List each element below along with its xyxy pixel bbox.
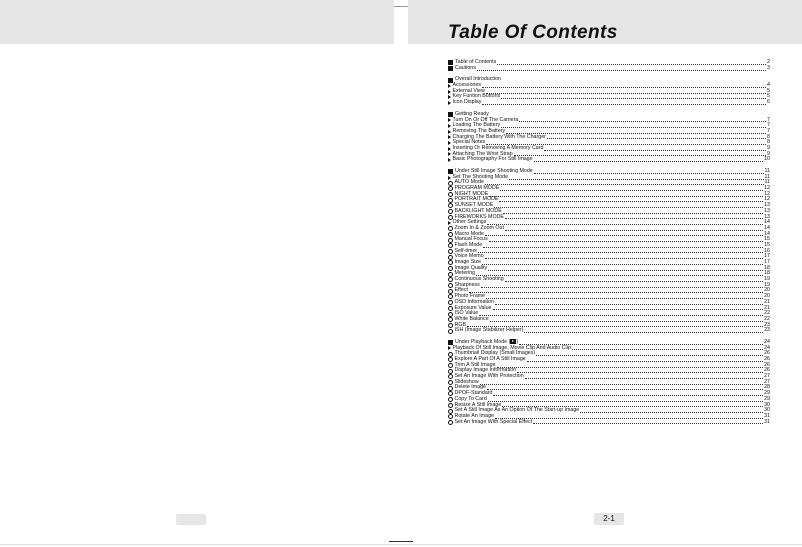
dot-leader: [497, 367, 764, 368]
toc-entry-text: FIREWORKS MODE: [454, 213, 504, 220]
toc-entry-page: 2: [767, 59, 770, 65]
toc-entry-page: 18: [764, 264, 770, 271]
dot-leader: [502, 406, 763, 407]
circle-bullet-icon: [448, 272, 453, 277]
toc-entry-page: 19: [764, 276, 770, 283]
dot-leader: [544, 150, 766, 151]
toc-entry-label: [453, 157, 533, 163]
circle-bullet-icon: [448, 209, 453, 214]
triangle-bullet-icon: [448, 346, 451, 350]
toc-entry-page: 11: [764, 173, 770, 180]
page-title: Table Of Contents: [448, 22, 618, 43]
toc-entry: [448, 83, 770, 89]
circle-bullet-icon: [448, 203, 453, 208]
toc-entry-page: 27: [764, 378, 770, 385]
toc-entry-text: RGB: [454, 321, 466, 328]
triangle-bullet-icon: [448, 135, 451, 139]
toc-entry: [448, 140, 770, 146]
dot-leader: [482, 104, 766, 105]
toc-entry: [448, 294, 770, 300]
triangle-bullet-icon: [448, 90, 451, 94]
toc-entry-text: Manual Focus: [454, 236, 488, 243]
toc-entry-text: AUTO Mode: [454, 179, 484, 186]
toc-entry-page: 22: [764, 310, 770, 317]
dot-leader: [514, 155, 766, 156]
dot-leader: [503, 213, 763, 214]
toc-entry-page: 23: [764, 321, 770, 328]
circle-bullet-icon: [448, 317, 453, 322]
toc-entry-page: 7: [767, 127, 770, 134]
toc-entry-text: Rotate An Image: [454, 412, 494, 419]
toc-entry: [448, 420, 770, 426]
dot-leader: [519, 121, 766, 122]
circle-bullet-icon: [448, 243, 453, 248]
dot-leader: [494, 207, 763, 208]
toc-entry-text: Zoom In & Zoom Out: [454, 224, 504, 231]
circle-bullet-icon: [448, 232, 453, 237]
toc-entry: [448, 380, 770, 386]
toc-entry-text: Icon Display: [452, 99, 482, 106]
toc-entry-text: Inserting Or Removing A Memory Card: [452, 144, 544, 151]
toc-entry-page: 13: [764, 202, 770, 209]
toc-entry-page: 14: [764, 219, 770, 226]
circle-bullet-icon: [448, 352, 453, 357]
toc-entry-page: 26: [764, 356, 770, 362]
dot-leader: [482, 87, 766, 88]
dot-leader: [534, 161, 764, 162]
toc-entry-page: 11: [764, 168, 770, 174]
circle-bullet-icon: [448, 255, 453, 260]
toc-entry: [448, 323, 770, 329]
toc-entry: [448, 220, 770, 226]
toc-entry-text: Copy To Card: [454, 395, 487, 402]
triangle-bullet-icon: [448, 124, 451, 128]
dot-leader: [493, 395, 763, 396]
toc-entry: [448, 192, 770, 198]
circle-bullet-icon: [448, 420, 453, 425]
toc-entry-page: 24: [764, 344, 770, 351]
dot-leader: [486, 298, 763, 299]
toc-entry: [448, 277, 770, 283]
toc-entry: [448, 237, 770, 243]
toc-section: [448, 77, 770, 105]
toc-entry-text: Resize A Still Image: [454, 401, 502, 408]
dot-leader: [519, 344, 763, 345]
toc-entry-page: 20: [764, 287, 770, 294]
toc-entry-page: 9: [767, 144, 770, 151]
toc-entry-text: SUNSET MODE: [454, 202, 494, 209]
dot-leader: [525, 378, 763, 379]
circle-bullet-icon: [448, 260, 453, 265]
dot-leader: [501, 127, 766, 128]
toc-entry-text: Slideshow: [454, 378, 479, 385]
toc-entry: [448, 215, 770, 221]
toc-entry-page: 17: [764, 259, 770, 265]
toc-entry: [448, 180, 770, 186]
toc-entry: [448, 300, 770, 306]
toc-entry-text: Delete Image: [454, 384, 487, 391]
toc-entry-label: [453, 100, 482, 106]
circle-bullet-icon: [448, 386, 453, 391]
left-page-header-band: [0, 0, 394, 44]
dot-leader: [469, 292, 763, 293]
triangle-bullet-icon: [448, 118, 451, 122]
circle-bullet-icon: [448, 414, 453, 419]
toc-entry-label: [455, 328, 524, 334]
toc-entry-page: 19: [764, 281, 770, 288]
dot-leader: [524, 332, 763, 333]
toc-entry-text: Self-timer: [454, 247, 478, 254]
triangle-bullet-icon: [448, 158, 451, 162]
toc-entry: [448, 197, 770, 203]
toc-entry-page: 17: [764, 253, 770, 260]
toc-entry-text: Set An Image With Special Effect: [454, 418, 533, 425]
toc-entry-text: Image Quality: [454, 264, 488, 271]
circle-bullet-icon: [448, 323, 453, 328]
toc-entry: [448, 232, 770, 238]
dot-leader: [476, 275, 763, 276]
circle-bullet-icon: [448, 312, 453, 317]
toc-entry-page: 15: [764, 241, 770, 248]
toc-entry-page: 30: [764, 407, 770, 414]
circle-bullet-icon: [448, 397, 453, 402]
toc-entry-page: 5: [767, 93, 770, 100]
toc-entry-text: Under Playback Mode (: [455, 339, 511, 346]
play-mode-icon: [510, 339, 519, 346]
toc-entry: [448, 414, 770, 420]
toc-entry: [448, 135, 770, 141]
toc-entry: [448, 328, 770, 334]
toc-entry: [448, 226, 770, 232]
dot-leader: [482, 264, 763, 265]
dot-leader: [479, 315, 763, 316]
toc-entry-page: 12: [764, 196, 770, 203]
dot-leader: [517, 372, 763, 373]
toc-entry-text: PORTRAIT MODE: [454, 196, 499, 203]
circle-bullet-icon: [448, 283, 453, 288]
bottom-rule: [0, 544, 802, 545]
toc-entry: [448, 243, 770, 249]
toc-entry-page: 9: [767, 150, 770, 157]
dot-leader: [495, 418, 763, 419]
toc-entry-page: 26: [764, 350, 770, 357]
triangle-bullet-icon: [448, 221, 451, 225]
page-number: 2-1: [594, 513, 624, 525]
circle-bullet-icon: [448, 226, 453, 231]
circle-bullet-icon: [448, 289, 453, 294]
toc-entry-page: 18: [764, 270, 770, 277]
toc-entry-text: Attaching The Wrist Strap: [452, 150, 513, 157]
toc-entry: [448, 288, 770, 294]
toc-entry-page: 29: [764, 390, 770, 397]
dot-leader: [505, 218, 763, 219]
toc-entry: [448, 203, 770, 209]
toc-entry: [448, 385, 770, 391]
dot-leader: [487, 389, 763, 390]
toc-section: [448, 60, 770, 71]
dot-leader: [485, 184, 764, 185]
circle-bullet-icon: [448, 306, 453, 311]
toc-entry: [448, 175, 770, 181]
circle-bullet-icon: [448, 300, 453, 305]
toc-entry: [448, 266, 770, 272]
toc-entry-text: Set An Image With Protection: [454, 373, 524, 380]
toc-entry-page: 5: [767, 87, 770, 94]
left-page-number-box: [176, 514, 206, 525]
toc-entry: [448, 271, 770, 277]
toc-entry-text: DPOF-Standard: [454, 390, 493, 397]
spine-mark-top: [394, 6, 408, 7]
toc-entry-page: 26: [764, 367, 770, 374]
dot-leader: [489, 241, 763, 242]
toc-entry: [448, 94, 770, 100]
toc-section: [448, 340, 770, 425]
toc-entry-text: External View: [452, 87, 485, 94]
circle-bullet-icon: [448, 363, 453, 368]
toc-entry: [448, 317, 770, 323]
toc-entry-page: 12: [764, 185, 770, 192]
table-of-contents: [448, 60, 770, 431]
dot-leader: [527, 361, 763, 362]
circle-bullet-icon: [448, 294, 453, 299]
dot-leader: [500, 190, 763, 191]
toc-entry-page: 14: [764, 224, 770, 231]
dot-leader: [485, 235, 763, 236]
triangle-bullet-icon: [448, 147, 451, 151]
toc-entry-text: Continuous Shooting: [454, 276, 504, 283]
dot-leader: [509, 179, 763, 180]
toc-entry-text: Macro Mode: [454, 230, 484, 237]
dot-leader: [580, 412, 763, 413]
dot-leader: [467, 326, 763, 327]
toc-entry-page: 21: [764, 298, 770, 305]
toc-entry-page: 11: [764, 179, 770, 186]
toc-entry-text: Accessories: [452, 82, 482, 89]
toc-entry-text: Set The Shooting Mode: [452, 173, 509, 180]
circle-bullet-icon: [448, 266, 453, 271]
dot-leader: [506, 133, 766, 134]
toc-entry-text: Overall Introduction: [455, 76, 501, 83]
toc-entry: [448, 60, 770, 66]
toc-entry-page: 23: [764, 327, 770, 334]
toc-entry-text: Getting Ready: [455, 110, 489, 117]
circle-bullet-icon: [448, 391, 453, 396]
toc-entry-page: 31: [764, 412, 770, 419]
toc-entry-page: 7: [767, 116, 770, 123]
toc-entry-page: 22: [764, 315, 770, 322]
toc-entry: [448, 311, 770, 317]
triangle-bullet-icon: [448, 176, 451, 180]
toc-entry-text: Basic Photography For Still Image: [452, 156, 533, 163]
toc-entry-page: 3: [767, 64, 770, 71]
toc-entry-text: Photo Frame: [454, 293, 486, 300]
toc-entry-text: PROGRAM MODE: [454, 185, 500, 192]
circle-bullet-icon: [448, 357, 453, 362]
circle-bullet-icon: [448, 186, 453, 191]
toc-entry-page: 21: [764, 304, 770, 311]
dot-leader: [533, 423, 763, 424]
toc-entry: [448, 186, 770, 192]
dot-leader: [487, 224, 763, 225]
toc-entry: [448, 408, 770, 414]
toc-entry-text: Voice Memo: [454, 253, 484, 260]
toc-entry-text: Image Size: [454, 259, 481, 265]
dot-leader: [505, 281, 763, 282]
toc-entry-text: Key Funtion Buttons: [452, 93, 501, 100]
toc-entry-page: 16: [764, 247, 770, 254]
dot-leader: [501, 98, 766, 99]
toc-entry-text: Playback Of Still Image, Movie Clip And Audio Clip: [452, 344, 571, 351]
circle-bullet-icon: [448, 181, 453, 186]
toc-entry: [448, 254, 770, 260]
toc-entry-text: OSD Information: [454, 298, 494, 305]
spine-mark-bottom: [389, 541, 413, 542]
square-bullet-icon: [448, 66, 453, 71]
toc-entry-text: Trim A Still Image: [454, 361, 496, 368]
toc-entry-page: 28: [764, 384, 770, 391]
toc-entry-text: Removing The Battery: [452, 127, 506, 134]
toc-entry-text: Thumbnail Display (Small Images): [454, 350, 536, 357]
circle-bullet-icon: [448, 249, 453, 254]
toc-entry-label: [455, 420, 533, 426]
toc-entry: [448, 397, 770, 403]
toc-entry: [448, 260, 770, 266]
circle-bullet-icon: [448, 192, 453, 197]
triangle-bullet-icon: [448, 101, 451, 105]
toc-entry-page: 7: [767, 122, 770, 129]
toc-entry-page: 30: [764, 401, 770, 408]
square-bullet-icon: [448, 60, 453, 65]
toc-entry: [448, 157, 770, 163]
dot-leader: [486, 93, 766, 94]
toc-entry-text: Explore A Part Of A Still Image: [454, 356, 526, 362]
toc-entry-page: 8: [767, 139, 770, 146]
circle-bullet-icon: [448, 238, 453, 243]
toc-entry-text: BACKLIGHT MODE: [454, 207, 502, 214]
toc-entry-text: Effect: [454, 287, 468, 294]
toc-entry-page: 14: [764, 230, 770, 237]
circle-bullet-icon: [448, 374, 453, 379]
toc-entry-page: 26: [764, 361, 770, 368]
dot-leader: [572, 349, 763, 350]
toc-entry-page: 12: [764, 190, 770, 197]
toc-entry: [448, 357, 770, 363]
toc-entry-page: 10: [764, 156, 770, 163]
dot-leader: [547, 138, 766, 139]
dot-leader: [505, 230, 763, 231]
dot-leader: [481, 287, 763, 288]
toc-entry-text: White Balance: [454, 315, 489, 322]
circle-bullet-icon: [448, 409, 453, 414]
dot-leader: [478, 252, 763, 253]
toc-entry-text: Flash Mode: [454, 241, 483, 248]
dot-leader: [497, 64, 766, 65]
toc-entry: [448, 249, 770, 255]
toc-entry-text: Sharpness: [454, 281, 480, 288]
toc-entry: [448, 100, 770, 106]
toc-entry-text: ISH (Image Stabilizer Helper): [454, 327, 524, 334]
toc-entry-page: 13: [764, 213, 770, 220]
toc-entry: [448, 306, 770, 312]
toc-entry-label: [455, 66, 476, 72]
dot-leader: [493, 309, 764, 310]
triangle-bullet-icon: [448, 130, 451, 134]
dot-leader: [489, 196, 763, 197]
dot-leader: [488, 401, 763, 402]
toc-entry-page: 27: [764, 373, 770, 380]
toc-entry-text: Special Notes: [452, 139, 486, 146]
toc-entry-text-suffix: ): [516, 339, 519, 346]
toc-entry-text: Exposure Value: [454, 304, 492, 311]
dot-leader: [536, 355, 763, 356]
dot-leader: [477, 70, 766, 71]
toc-entry-text: Turn On Or Off The Camera: [452, 116, 519, 123]
toc-entry: [448, 66, 770, 72]
toc-entry-text: Display Image Information: [454, 367, 517, 374]
toc-entry: [448, 89, 770, 95]
toc-entry-text: Other Settings: [452, 219, 487, 226]
circle-bullet-icon: [448, 369, 453, 374]
dot-leader: [495, 304, 763, 305]
toc-entry-page: 6: [767, 99, 770, 106]
circle-bullet-icon: [448, 380, 453, 385]
triangle-bullet-icon: [448, 152, 451, 156]
toc-entry: [448, 391, 770, 397]
triangle-bullet-icon: [448, 141, 451, 145]
toc-entry-text: Table of Contents: [455, 59, 497, 65]
dot-leader: [485, 258, 763, 259]
toc-entry-page: 20: [764, 293, 770, 300]
dot-leader: [499, 201, 763, 202]
toc-entry-text: Charging The Battery With The Charger: [452, 133, 546, 140]
circle-bullet-icon: [448, 329, 453, 334]
toc-entry: [448, 283, 770, 289]
toc-entry-page: 31: [764, 418, 770, 425]
toc-entry-text: NIGHT MODE: [454, 190, 489, 197]
circle-bullet-icon: [448, 198, 453, 203]
dot-leader: [490, 321, 763, 322]
dot-leader: [480, 384, 763, 385]
toc-section: [448, 169, 770, 334]
toc-entry-page: 24: [764, 338, 770, 345]
triangle-bullet-icon: [448, 95, 451, 99]
dot-leader: [488, 270, 763, 271]
toc-entry-page: 13: [764, 207, 770, 214]
toc-entry-text: Metering: [454, 270, 476, 277]
circle-bullet-icon: [448, 277, 453, 282]
toc-entry-text: Set A Still Image As An Option Of The Start-up Image: [454, 407, 580, 414]
toc-entry: [448, 374, 770, 380]
toc-entry: [448, 363, 770, 369]
toc-entry-text: Loading The Battery: [452, 122, 501, 129]
dot-leader: [534, 173, 764, 174]
dot-leader: [486, 144, 766, 145]
dot-leader: [483, 247, 763, 248]
toc-entry-page: 8: [767, 133, 770, 140]
circle-bullet-icon: [448, 403, 453, 408]
toc-entry-page: 29: [764, 395, 770, 402]
toc-section: [448, 112, 770, 163]
toc-entry-text: ISO Value: [454, 310, 479, 317]
toc-entry-text: Under Still Image Shooting Mode: [455, 168, 533, 174]
toc-entry-page: 15: [764, 236, 770, 243]
toc-entry-page: 4: [767, 82, 770, 89]
toc-entry-text: Cautions: [455, 64, 476, 71]
triangle-bullet-icon: [448, 84, 451, 88]
